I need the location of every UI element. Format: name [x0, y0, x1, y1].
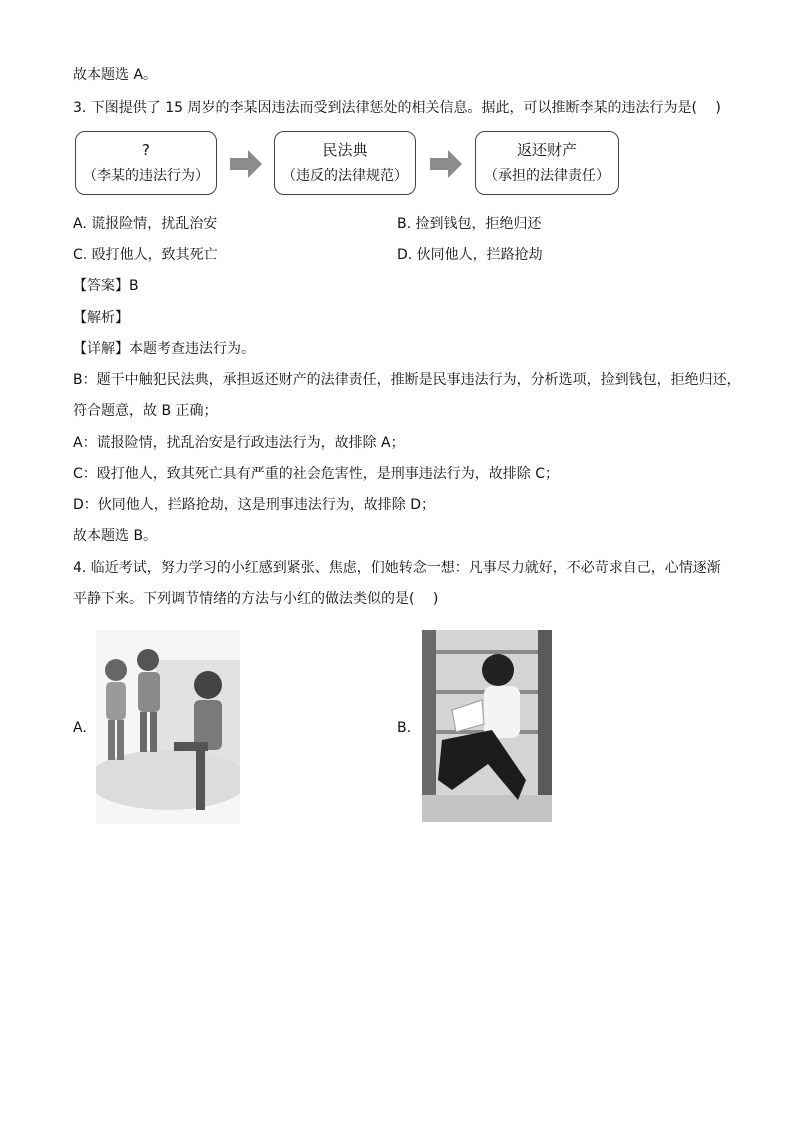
text-line: 故本题选 A。: [73, 67, 158, 83]
explanation-a: A：谎报险情，扰乱治安是行政违法行为，故排除 A；: [73, 435, 405, 451]
arrow-right-icon: [430, 150, 462, 178]
option-a-label: A.: [73, 720, 87, 736]
analysis-label: 【解析】: [73, 310, 129, 326]
explanation-b-1: B：题干中触犯民法典，承担返还财产的法律责任，推断是民事违法行为，分析选项，捡到钱包，拒绝归还，: [73, 372, 741, 388]
answer-label: 【答案】B: [73, 278, 139, 294]
flow-box-1-title: ?: [142, 141, 150, 159]
flow-box-1-caption: （李某的违法行为）: [83, 168, 209, 184]
question-4-line-2: 平静下来。下列调节情绪的方法与小红的做法类似的是( ): [73, 591, 439, 607]
flow-box-3-title: 返还财产: [516, 141, 577, 159]
flow-box-2-title: 民法典: [322, 141, 368, 159]
option-c: C. 殴打他人，致其死亡: [73, 247, 218, 263]
explanation-b-2: 符合题意，故 B 正确；: [73, 403, 218, 419]
option-d: D. 伙同他人，拦路抢劫: [397, 247, 543, 263]
arrow-right-icon: [230, 150, 262, 178]
option-b-label: B.: [397, 720, 412, 736]
flow-box-3: [475, 131, 619, 195]
question-4-line-1: 4. 临近考试，努力学习的小红感到紧张、焦虑，们她转念一想：凡事尽力就好，不必苛求自己，心情逐渐: [73, 560, 721, 576]
question-3: 3. 下图提供了 15 周岁的李某因违法而受到法律惩处的相关信息。据此，可以推断李某的违法行为是( ): [73, 100, 721, 116]
flow-box-2-caption: （违反的法律规范）: [282, 168, 408, 184]
text-line: 故本题选 B。: [73, 528, 158, 544]
explanation-c: C：殴打他人，致其死亡具有严重的社会危害性，是刑事违法行为，故排除 C；: [73, 466, 559, 482]
detail-line: 【详解】本题考查违法行为。: [73, 341, 255, 357]
flow-box-3-caption: （承担的法律责任）: [484, 168, 610, 184]
flow-box-2: [274, 131, 416, 195]
flow-box-1: [75, 131, 217, 195]
explanation-d: D：伙同他人，拦路抢劫，这是刑事违法行为，故排除 D；: [73, 497, 436, 513]
girl-reading-image: [422, 630, 552, 822]
dancing-girls-image: [96, 630, 240, 824]
option-b: B. 捡到钱包，拒绝归还: [397, 216, 542, 232]
option-a: A. 谎报险情，扰乱治安: [73, 216, 218, 232]
